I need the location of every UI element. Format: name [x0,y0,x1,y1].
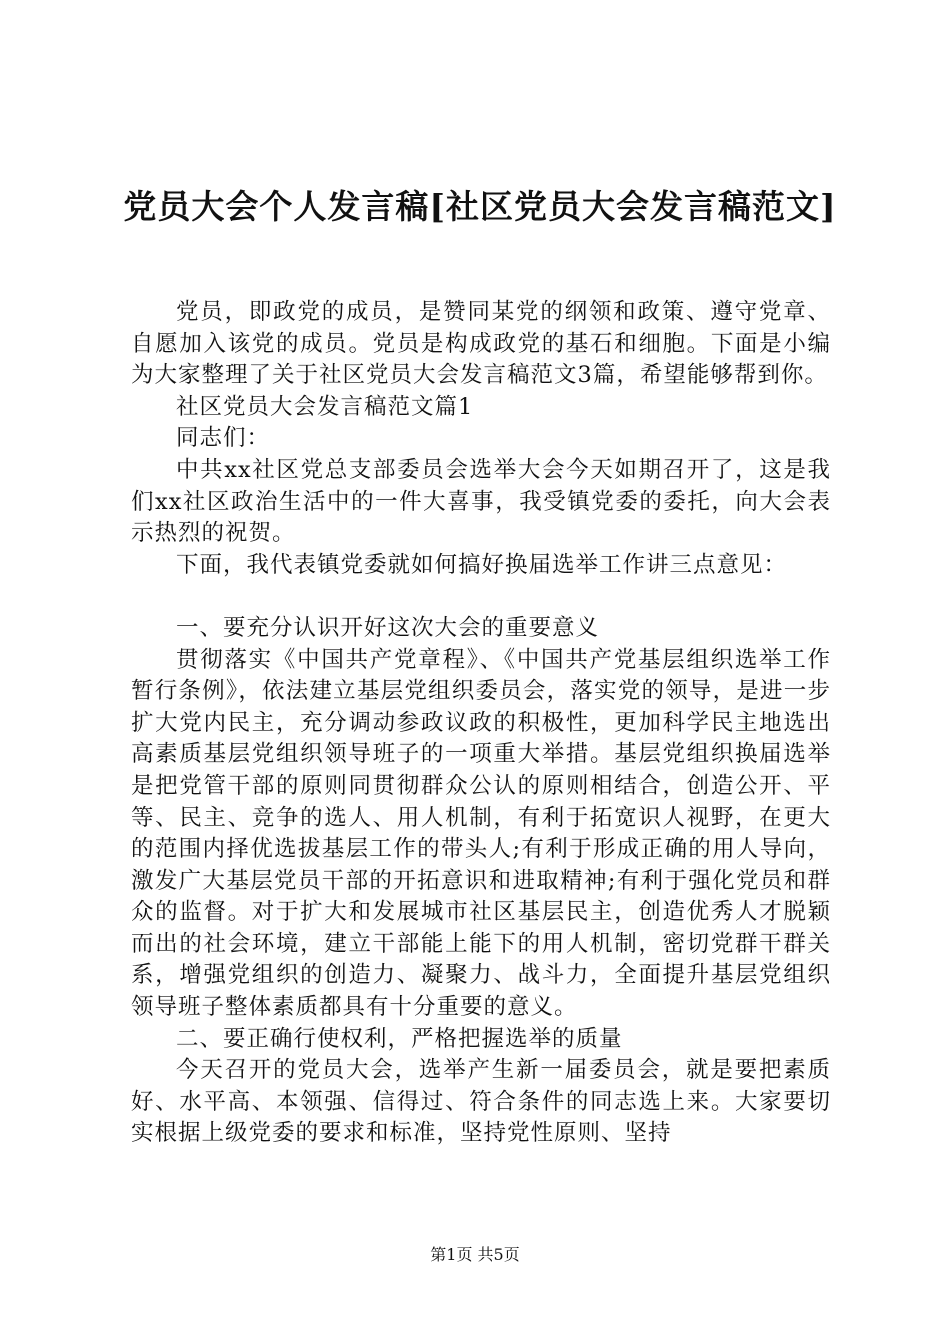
document-title: 党员大会个人发言稿[社区党员大会发言稿范文] [123,187,837,226]
paragraph-point-2-body: 今天召开的党员大会，选举产生新一届委员会，就是要把素质好、水平高、本领强、信得过、符合条件的同志选上来。大家要切实根据上级党委的要求和标准，坚持党性原则、坚持 [131,1057,831,1147]
paragraph-opening: 中共xx社区党总支部委员会选举大会今天如期召开了，这是我们xx社区政治生活中的一件大喜事，我受镇党委的委托，向大会表示热烈的祝贺。 [131,456,831,547]
document-body [131,297,831,1150]
paragraph-point-1-body: 贯彻落实《中国共产党章程》、《中国共产党基层组织选举工作暂行条例》，依法建立基层党组织委员会，落实党的领导，是进一步扩大党内民主，充分调动参政议政的积极性，更加科学民主地选出高素质基层党组织领导班子的一项重大举措。基层党组织换届选举是把党管干部的原则同贯彻群众公认的原则相结合，创造公开、平等、民主、竞争的选人、用人机制，有利于拓宽识人视野，在更大的范围内择优选拔基层工作的带头人;有利于形成正确的用人导向，激发广大基层党员干部的开拓意识和进取精神;有利于强化党员和群众的监督。对于扩大和发展城市社区基层民主，创造优秀人才脱颖而出的社会环境，建立干部能上能下的用人机制，密切党群干群关系，增强党组织的创造力、凝聚力、战斗力，全面提升基层党组织领导班子整体素质都具有十分重要的意义。 [131,646,831,1021]
paragraph-point-2-heading: 二、要正确行使权利，严格把握选举的质量 [176,1025,623,1052]
paragraph-salutation: 同志们： [176,425,271,452]
paragraph-point-1-heading: 一、要充分认识开好这次大会的重要意义 [176,614,600,641]
paragraph-intro: 党员，即政党的成员，是赞同某党的纲领和政策、遵守党章、自愿加入该党的成员。党员是构成政党的基石和细胞。下面是小编为大家整理了关于社区党员大会发言稿范文3篇，希望能够帮到你。 [131,299,831,389]
paragraph-transition: 下面，我代表镇党委就如何搞好换届选举工作讲三点意见： [176,551,788,578]
paragraph-section-heading: 社区党员大会发言稿范文篇1 [176,393,474,420]
page-number: 第1页 共5页 [430,1245,520,1264]
